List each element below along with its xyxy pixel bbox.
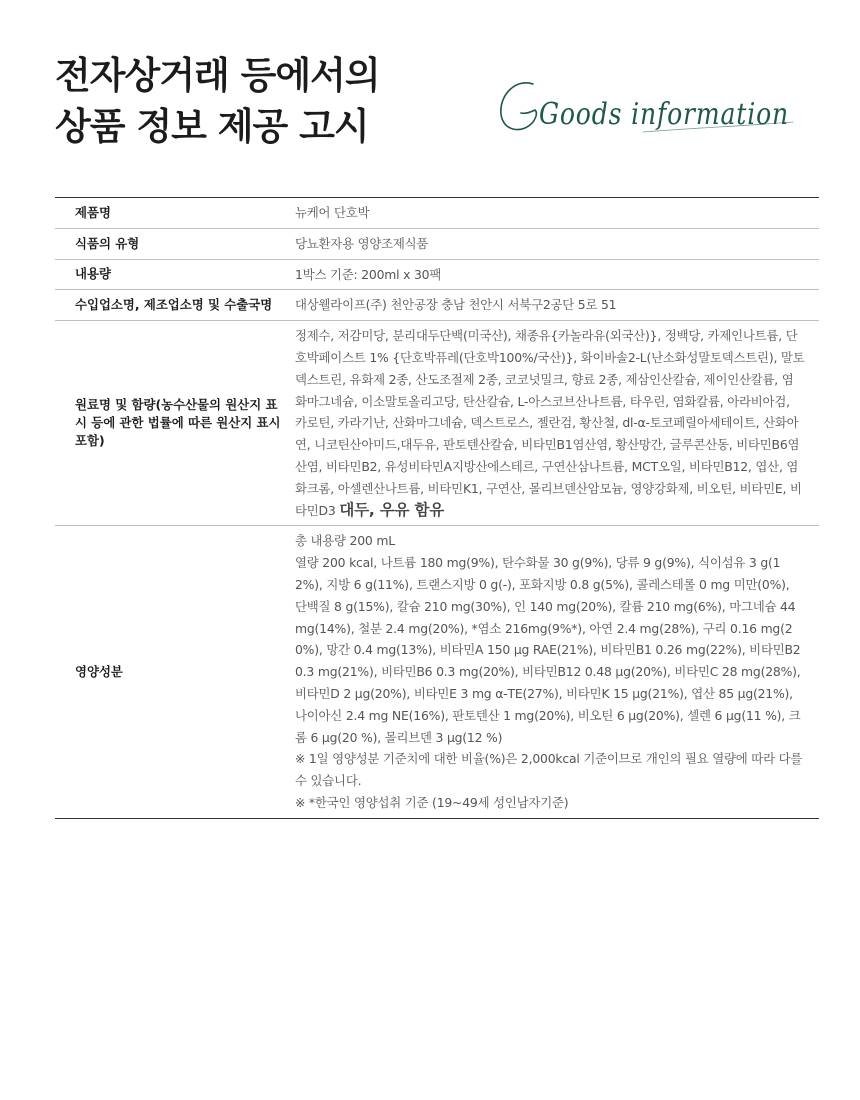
value-volume: 1박스 기준: 200ml x 30팩 (289, 259, 819, 290)
label-manufacturer: 수입업소명, 제조업소명 및 수출국명 (55, 290, 289, 321)
nutrition-note-2: ※ *한국인 영양섭취 기준 (19~49세 성인남자기준) (295, 794, 569, 810)
label-food-type: 식품의 유형 (55, 228, 289, 259)
label-ingredients: 원료명 및 함량(농수산물의 원산지 표시 등에 관한 법률에 따른 원산지 표시 포함) (55, 321, 289, 526)
value-food-type: 당뇨환자용 영양조제식품 (289, 228, 819, 259)
value-nutrition (289, 526, 819, 818)
nutrition-total: 총 내용량 200 mL (295, 533, 395, 549)
value-ingredients (289, 321, 819, 526)
nutrition-note-1: ※ 1일 영양성분 기준치에 대한 비율(%)은 2,000kcal 기준이므로 개인의 필요 열량에 따라 다를 수 있습니다. (295, 751, 803, 789)
label-product-name: 제품명 (55, 198, 289, 229)
table-row-product-name (55, 198, 819, 229)
value-manufacturer: 대상웰라이프(주) 천안공장 충남 천안시 서북구2공단 5로 51 (289, 290, 819, 321)
product-info-table (55, 197, 819, 819)
value-product-name: 뉴케어 단호박 (289, 198, 819, 229)
page-header (55, 50, 815, 160)
allergy-notice: 대두, 우유 함유 (339, 500, 445, 519)
table-row-volume (55, 259, 819, 290)
table-row-ingredients (55, 321, 819, 526)
label-nutrition: 영양성분 (55, 526, 289, 818)
title-line-1: 전자상거래 등에서의 (55, 54, 380, 97)
table-row-manufacturer (55, 290, 819, 321)
script-heading-text: Goods information (539, 97, 789, 132)
script-heading-svg (493, 68, 803, 148)
title-line-2: 상품 정보 제공 고시 (55, 105, 369, 148)
table-row-nutrition (55, 526, 819, 818)
nutrition-facts: 열량 200 kcal, 나트륨 180 mg(9%), 탄수화물 30 g(9%), 당류 9 g(9%), 식이섬유 3 g(12%), 지방 6 g(11%), 트랜스지방 0 g(-), 포화지방 0.8 g(5%), 콜레스테롤 0 mg 미만(0%), 단백질 8 g(15%), 칼슘 210 mg(30%), 인 140 mg(20%), 칼륨 210 mg(6%), 마그네슘 44 mg(14%), 철분 2.4 mg(20%), *염소 216mg(9%*), 아연 2.4 mg(28%), 구리 0.16 mg(20%), 망간 0.4 mg(13%), 비타민A 150 μg RAE(21%), 비타민B1 0.26 mg(22%), 비타민B2 0.3 mg(21%), 비타민B6 0.3 mg(20%), 비타민B12 0.48 μg(20%), 비타민C 28 mg(28%), 비타민D 2 μg(20%), 비타민E 3 mg α-TE(27%), 비타민K 15 μg(21%), 엽산 85 μg(21%), 나이아신 2.4 mg NE(16%), 판토텐산 1 mg(20%), 비오틴 6 μg(20%), 셀렌 6 μg(11 %), 크롬 6 μg(20 %), 몰리브덴 3 μg(12 %) (295, 555, 801, 745)
ingredients-text: 정제수, 저감미당, 분리대두단백(미국산), 채종유{카놀라유(외국산)}, 정백당, 카제인나트륨, 단호박페이스트 1% {단호박퓨레(단호박100%/국산)}, 화이바솔2-L(난소화성말토덱스트린), 말토덱스트린, 유화제 2종, 산도조절제 2종, 코코넛밀크, 향료 2종, 제삼인산칼슘, 제이인산칼륨, 염화마그네슘, 이소말토올리고당, 탄산칼슘, L-아스코브산나트륨, 타우린, 염화칼륨, 아라비아검, 카로틴, 카라기난, 산화마그네슘, 덱스트로스, 젤란검, 황산철, dl-α-토코페릴아세테이트, 산화아연, 니코틴산아미드,대두유, 판토텐산칼슘, 비타민B1염산염, 황산망간, 글루콘산동, 비타민B6염산염, 비타민B2, 유성비타민A지방산에스테르, 구연산삼나트륨, MCT오일, 비타민B12, 엽산, 염화크롬, 아셀렌산나트륨, 비타민K1, 구연산, 몰리브덴산암모늄, 영양강화제, 비오틴, 비타민E, 비타민D3 (295, 328, 805, 518)
label-volume: 내용량 (55, 259, 289, 290)
goods-information-script (493, 68, 803, 148)
table-row-food-type (55, 228, 819, 259)
